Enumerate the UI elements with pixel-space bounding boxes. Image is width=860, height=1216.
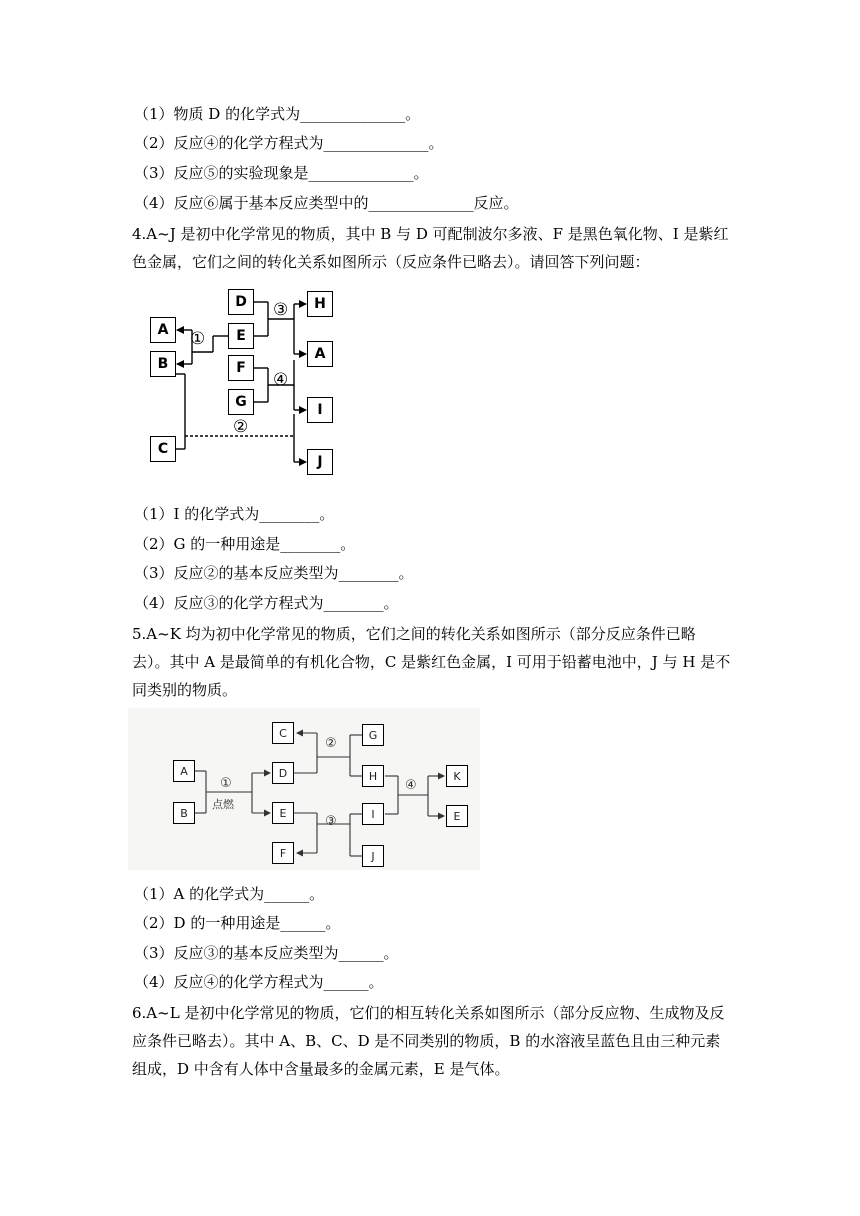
q4-box-g: G: [228, 389, 254, 415]
q4-box-i: I: [307, 397, 333, 423]
q4-box-h: H: [307, 291, 333, 317]
q5-reaction-2: ②: [325, 736, 337, 751]
q5-box-e-left: E: [272, 802, 294, 824]
q4-part-4: （4）反应③的化学方程式为________。: [134, 594, 399, 612]
q5-condition-ignite: 点燃: [212, 798, 234, 811]
q5-box-f: F: [272, 842, 294, 864]
q5-part-2: （2）D 的一种用途是______。: [134, 914, 341, 932]
q4-part-1: （1）I 的化学式为________。: [134, 505, 335, 523]
q5-stem: 5.A~K 均为初中化学常见的物质，它们之间的转化关系如图所示（部分反应条件已略去）。其中 A 是最简单的有机化合物，C 是紫红色金属，I 可用于铅蓄电池中，J 与 H 是不同类别的物质。: [132, 625, 731, 699]
q4-part-3: （3）反应②的基本反应类型为________。: [134, 564, 414, 582]
q4-box-e: E: [228, 323, 254, 349]
q4-reaction-3: ③: [273, 300, 289, 320]
q5-part-3: （3）反应③的基本反应类型为______。: [134, 944, 399, 962]
q5-reaction-4: ④: [405, 778, 417, 793]
q5-box-k: K: [446, 765, 468, 787]
q5-reaction-3: ③: [325, 814, 337, 829]
q4-box-d: D: [228, 289, 254, 315]
q3-part-3: （3）反应⑤的实验现象是______________。: [134, 164, 429, 182]
q4-box-j: J: [307, 449, 333, 475]
q4-box-a-left: A: [150, 317, 176, 343]
q3-part-2: （2）反应④的化学方程式为______________。: [134, 134, 444, 152]
q4-reaction-1: ①: [190, 329, 206, 349]
q5-box-c: C: [272, 722, 294, 744]
q5-box-d: D: [272, 762, 294, 784]
q4-box-a-right: A: [307, 341, 333, 367]
q3-part-1: （1）物质 D 的化学式为______________。: [134, 105, 421, 123]
q5-box-g: G: [362, 724, 384, 746]
q3-part-4: （4）反应⑥属于基本反应类型中的______________反应。: [134, 194, 519, 212]
q6-stem: 6.A~L 是初中化学常见的物质，它们的相互转化关系如图所示（部分反应物、生成物及反应条件已略去）。其中 A、B、C、D 是不同类别的物质，B 的水溶液呈蓝色且由三种元素组成，D 中含有人体中含量最多的金属元素，E 是气体。: [132, 1004, 725, 1078]
q5-part-4: （4）反应④的化学方程式为______。: [134, 973, 384, 991]
q4-stem: 4.A~J 是初中化学常见的物质，其中 B 与 D 可配制波尔多液、F 是黑色氧化物、I 是紫红色金属，它们之间的转化关系如图所示（反应条件已略去）。请回答下列问题：: [132, 225, 729, 271]
q4-reaction-2: ②: [233, 417, 249, 437]
q5-box-j: J: [362, 845, 384, 867]
q4-box-c: C: [150, 436, 176, 462]
q4-box-f: F: [228, 355, 254, 381]
q5-box-h: H: [362, 765, 384, 787]
q5-box-b: B: [173, 802, 195, 824]
q5-box-a: A: [173, 760, 195, 782]
q4-part-2: （2）G 的一种用途是________。: [134, 535, 356, 553]
q5-box-i: I: [362, 803, 384, 825]
q4-box-b: B: [150, 351, 176, 377]
q5-reaction-1: ①: [220, 776, 232, 791]
q5-part-1: （1）A 的化学式为______。: [134, 885, 325, 903]
q5-box-e-right: E: [446, 805, 468, 827]
q4-reaction-4: ④: [273, 370, 289, 390]
